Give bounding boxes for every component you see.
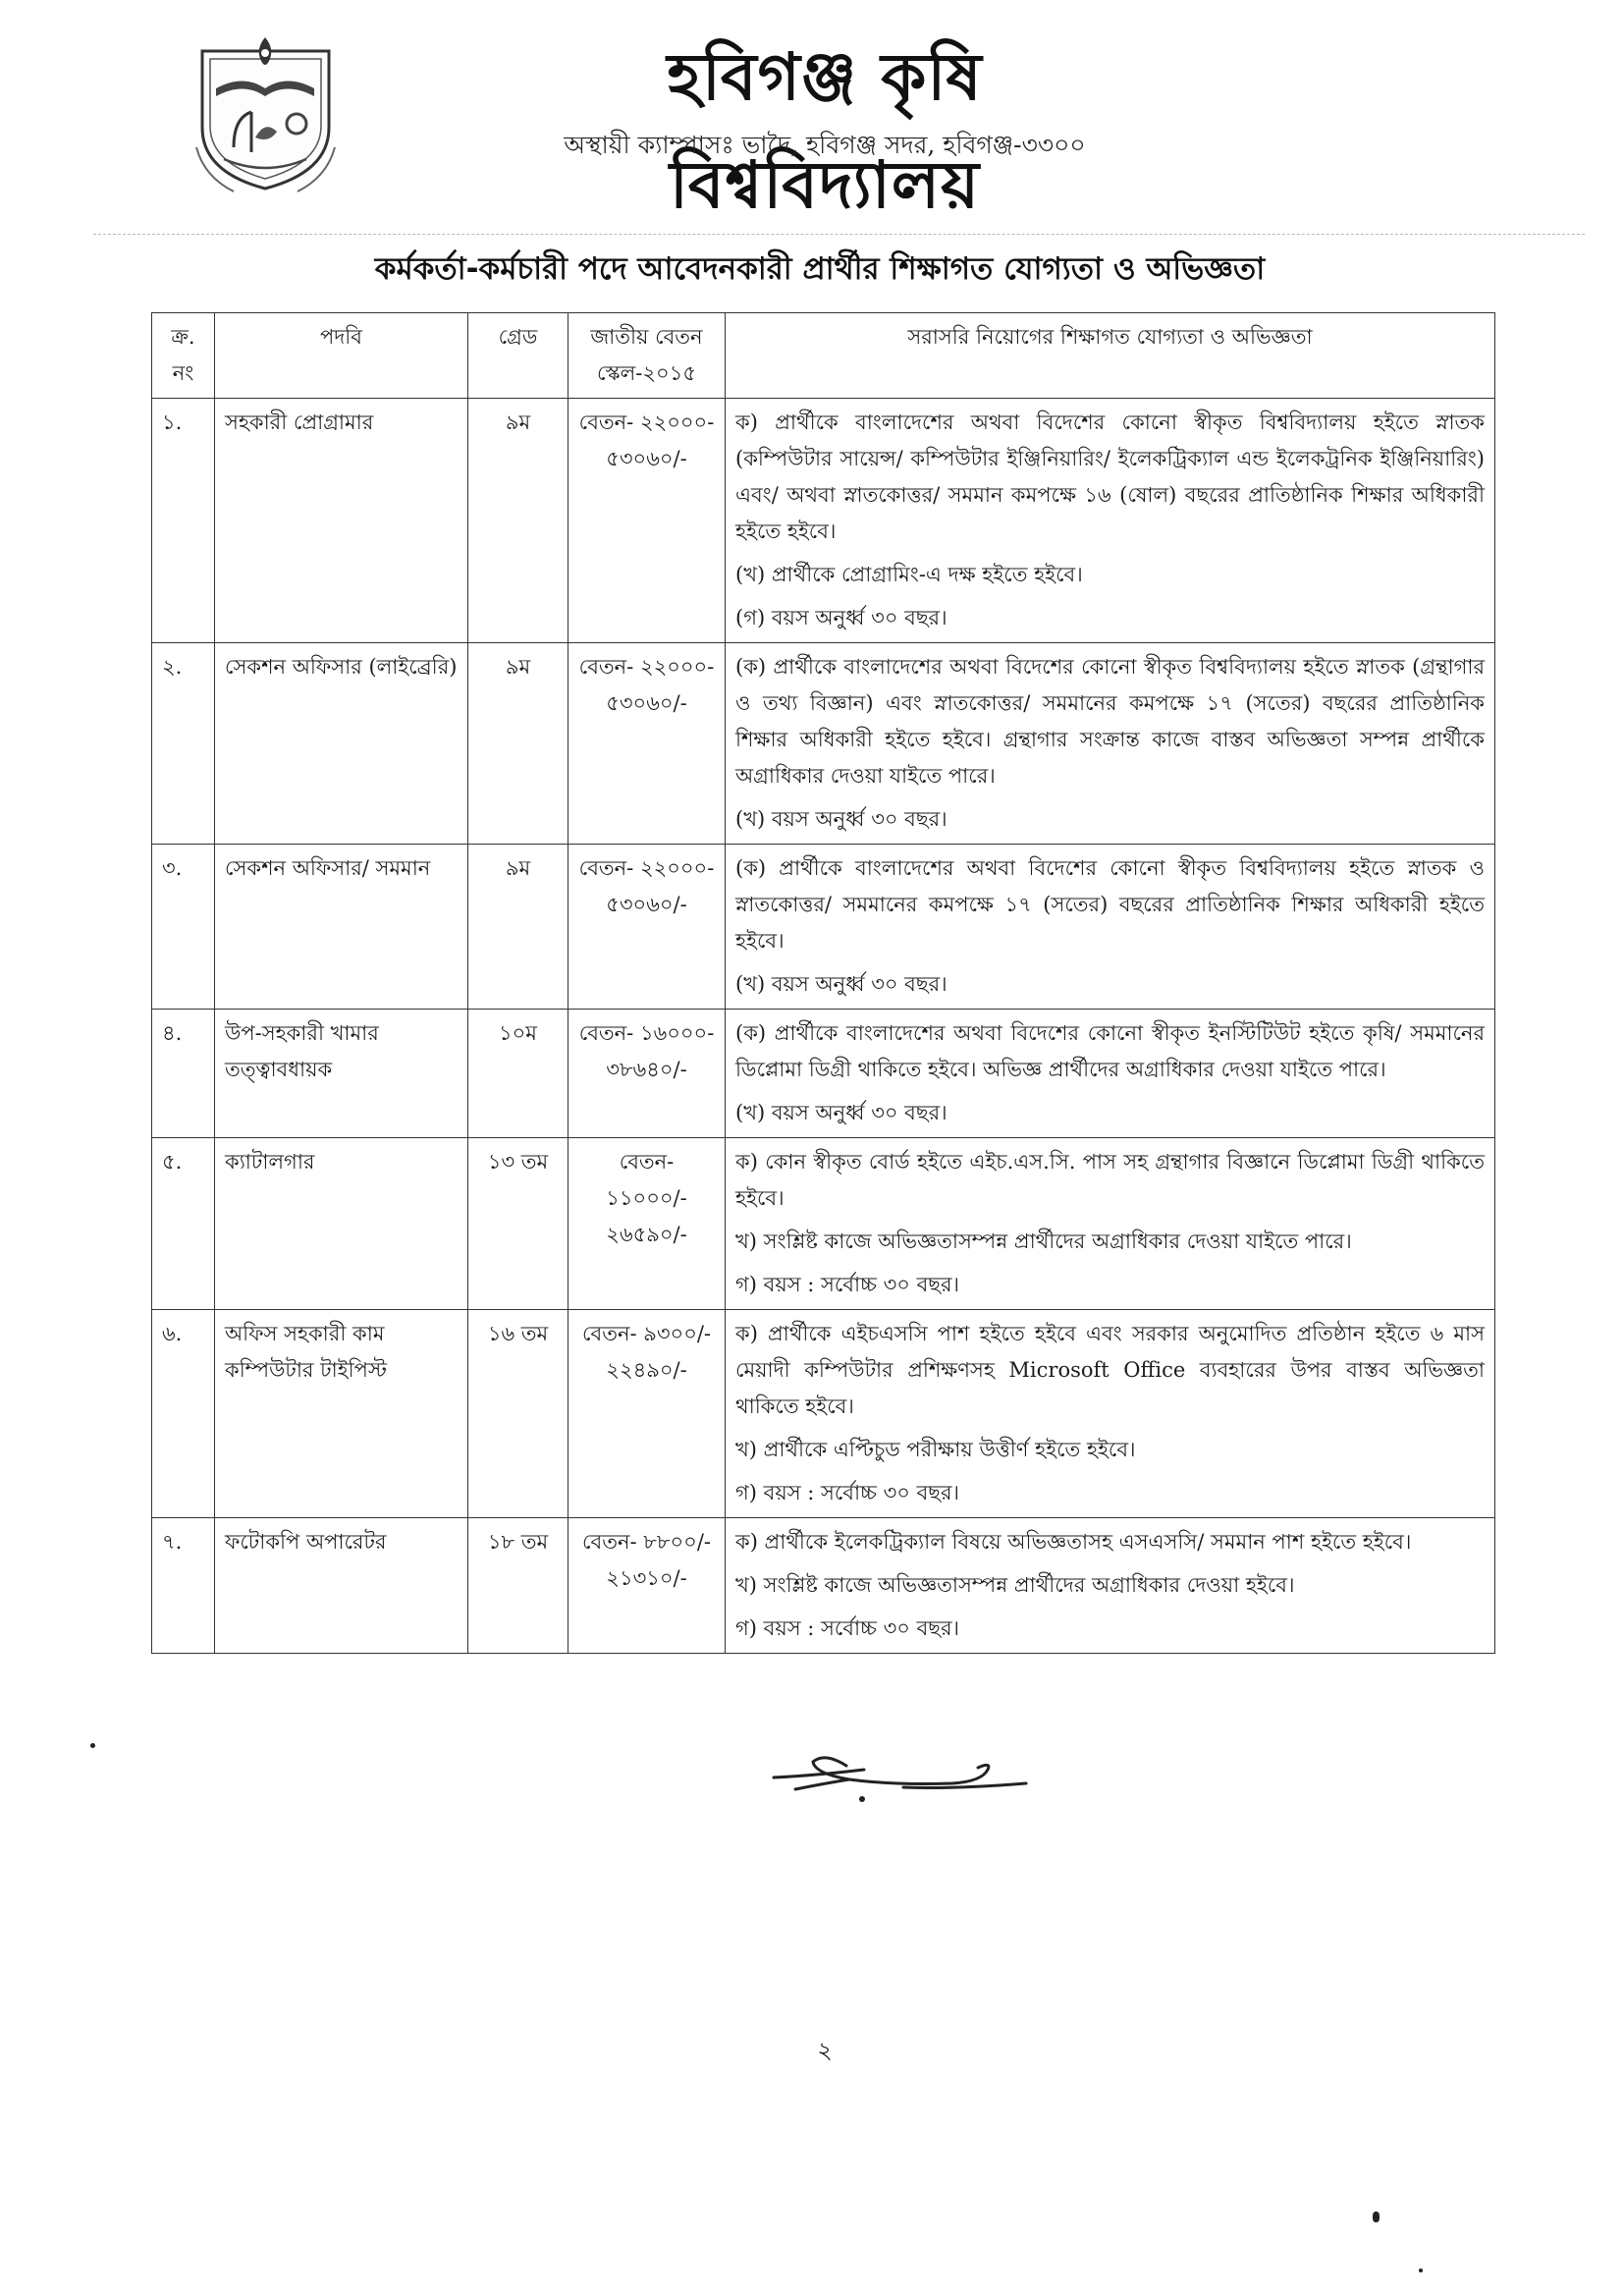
cell-grade: ৯ম xyxy=(468,643,568,845)
scan-speck xyxy=(1373,2212,1380,2222)
qualification-item: (খ) বয়স অনুর্ধ্ব ৩০ বছর। xyxy=(735,807,947,831)
cell-sl: ৭. xyxy=(152,1518,215,1654)
cell-scale: বেতন- ২২০০০- ৫৩০৬০/- xyxy=(568,845,726,1010)
cell-grade: ১৬ তম xyxy=(468,1310,568,1518)
table-row xyxy=(152,1010,1495,1138)
qualification-item: (ক) প্রার্থীকে বাংলাদেশের অথবা বিদেশের কোনো স্বীকৃত বিশ্ববিদ্যালয় হইতে স্নাতক (গ্রন্থাগার ও তথ্য বিজ্ঞান) এবং স্নাতকোত্তর/ সমমানের কমপক্ষে ১৭ (সতের) বছরের প্রাতিষ্ঠানিক শিক্ষার অধিকারী হইতে হইবে। গ্রন্থাগার সংক্রান্ত কাজে বাস্তব অভিজ্ঞতা সম্পন্ন প্রার্থীকে অগ্রাধিকার দেওয়া যাইতে পারে। xyxy=(735,655,1485,788)
cell-qualification xyxy=(726,1310,1495,1518)
cell-post: উপ-সহকারী খামার তত্ত্বাবধায়ক xyxy=(215,1010,468,1138)
table-row xyxy=(152,1518,1495,1654)
table-header-row xyxy=(152,313,1495,399)
cell-scale: বেতন- ৯৩০০/- ২২৪৯০/- xyxy=(568,1310,726,1518)
cell-sl: ৬. xyxy=(152,1310,215,1518)
cell-qualification xyxy=(726,845,1495,1010)
cell-sl: ৩. xyxy=(152,845,215,1010)
cell-post: সহকারী প্রোগ্রামার xyxy=(215,399,468,643)
qualification-item: (গ) বয়স অনুর্ধ্ব ৩০ বছর। xyxy=(735,606,947,629)
document-title: কর্মকর্তা-কর্মচারী পদে আবেদনকারী প্রার্থীর শিক্ষাগত যোগ্যতা ও অভিজ্ঞতা xyxy=(374,251,1266,287)
header-qualification: সরাসরি নিয়োগের শিক্ষাগত যোগ্যতা ও অভিজ্ঞতা xyxy=(726,313,1495,399)
cell-qualification xyxy=(726,1518,1495,1654)
qualification-item: খ) সংশ্লিষ্ট কাজে অভিজ্ঞতাসম্পন্ন প্রার্থীদের অগ্রাধিকার দেওয়া যাইতে পারে। xyxy=(735,1230,1352,1253)
cell-scale: বেতন- ৮৮০০/- ২১৩১০/- xyxy=(568,1518,726,1654)
university-seal-icon xyxy=(194,29,337,196)
cell-post: সেকশন অফিসার (লাইব্রেরি) xyxy=(215,643,468,845)
campus-address: অস্থায়ী ক্যাম্পাসঃ ভাদৈ, হবিগঞ্জ সদর, হবিগঞ্জ-৩৩০০ xyxy=(564,131,1086,159)
qualification-item: ক) প্রার্থীকে এইচএসসি পাশ হইতে হইবে এবং সরকার অনুমোদিত প্রতিষ্ঠান হইতে ৬ মাস মেয়াদী কম্পিউটার প্রশিক্ষণসহ Microsoft Office ব্যবহারের উপর বাস্তব অভিজ্ঞতা থাকিতে হইবে। xyxy=(735,1322,1485,1418)
qualification-item: ক) প্রার্থীকে বাংলাদেশের অথবা বিদেশের কোনো স্বীকৃত বিশ্ববিদ্যালয় হইতে স্নাতক (কম্পিউটার সায়েন্স/ কম্পিউটার ইঞ্জিনিয়ারিং/ ইলেকট্রিক্যাল এন্ড ইলেকট্রনিক ইঞ্জিনিয়ারিং) এবং/ অথবা স্নাতকোত্তর/ সমমান কমপক্ষে ১৬ (ষোল) বছরের প্রাতিষ্ঠানিক শিক্ষার অধিকারী হইতে হইবে। xyxy=(735,410,1485,543)
qualification-item: ক) প্রার্থীকে ইলেকট্রিক্যাল বিষয়ে অভিজ্ঞতাসহ এসএসসি/ সমমান পাশ হইতে হইবে। xyxy=(735,1530,1412,1554)
table-row xyxy=(152,643,1495,845)
header-divider xyxy=(93,234,1585,235)
cell-post: ক্যাটালগার xyxy=(215,1138,468,1310)
cell-sl: ২. xyxy=(152,643,215,845)
cell-post: ফটোকপি অপারেটর xyxy=(215,1518,468,1654)
university-name: হবিগঞ্জ কৃষি বিশ্ববিদ্যালয় xyxy=(667,38,983,223)
cell-sl: ৪. xyxy=(152,1010,215,1138)
cell-grade: ৯ম xyxy=(468,845,568,1010)
cell-scale: বেতন- ১১০০০/- ২৬৫৯০/- xyxy=(568,1138,726,1310)
cell-qualification xyxy=(726,1138,1495,1310)
cell-post: অফিস সহকারী কাম কম্পিউটার টাইপিস্ট xyxy=(215,1310,468,1518)
header-scale: জাতীয় বেতন স্কেল-২০১৫ xyxy=(568,313,726,399)
cell-scale: বেতন- ২২০০০- ৫৩০৬০/- xyxy=(568,399,726,643)
scan-speck xyxy=(1419,2269,1423,2272)
cell-scale: বেতন- ১৬০০০- ৩৮৬৪০/- xyxy=(568,1010,726,1138)
qualification-item: (ক) প্রার্থীকে বাংলাদেশের অথবা বিদেশের কোনো স্বীকৃত ইনস্টিটিউট হইতে কৃষি/ সমমানের ডিপ্লোমা ডিগ্রী থাকিতে হইবে। অভিজ্ঞ প্রার্থীদের অগ্রাধিকার দেওয়া যাইতে পারে। xyxy=(735,1021,1485,1081)
qualification-item: খ) সংশ্লিষ্ট কাজে অভিজ্ঞতাসম্পন্ন প্রার্থীদের অগ্রাধিকার দেওয়া হইবে। xyxy=(735,1573,1295,1597)
header-sl: ক্র. নং xyxy=(152,313,215,399)
qualification-item: (ক) প্রার্থীকে বাংলাদেশের অথবা বিদেশের কোনো স্বীকৃত বিশ্ববিদ্যালয় হইতে স্নাতক ও স্নাতকোত্তর/ সমমানের কমপক্ষে ১৭ (সতের) বছরের প্রাতিষ্ঠানিক শিক্ষার অধিকারী হইতে হইবে। xyxy=(735,856,1485,953)
cell-grade: ১০ম xyxy=(468,1010,568,1138)
cell-scale: বেতন- ২২০০০- ৫৩০৬০/- xyxy=(568,643,726,845)
qualification-item: (খ) প্রার্থীকে প্রোগ্রামিং-এ দক্ষ হইতে হইবে। xyxy=(735,563,1083,586)
table-row xyxy=(152,845,1495,1010)
qualification-item: গ) বয়স : সর্বোচ্চ ৩০ বছর। xyxy=(735,1273,960,1296)
cell-post: সেকশন অফিসার/ সমমান xyxy=(215,845,468,1010)
handwritten-signature-icon xyxy=(756,1740,1041,1809)
table-row xyxy=(152,1138,1495,1310)
qualification-table xyxy=(151,312,1495,1654)
table-row xyxy=(152,1310,1495,1518)
qualification-item: গ) বয়স : সর্বোচ্চ ৩০ বছর। xyxy=(735,1616,960,1640)
table-row xyxy=(152,399,1495,643)
qualification-item: ক) কোন স্বীকৃত বোর্ড হইতে এইচ.এস.সি. পাস সহ গ্রন্থাগার বিজ্ঞানে ডিপ্লোমা ডিগ্রী থাকিতে হইবে। xyxy=(735,1150,1485,1210)
qualification-item: খ) প্রার্থীকে এপ্টিচুড পরীক্ষায় উত্তীর্ণ হইতে হইবে। xyxy=(735,1438,1136,1461)
header-grade: গ্রেড xyxy=(468,313,568,399)
qualification-item: (খ) বয়স অনুর্ধ্ব ৩০ বছর। xyxy=(735,972,947,996)
cell-grade: ১৮ তম xyxy=(468,1518,568,1654)
header-post: পদবি xyxy=(215,313,468,399)
cell-sl: ১. xyxy=(152,399,215,643)
cell-grade: ১৩ তম xyxy=(468,1138,568,1310)
cell-qualification xyxy=(726,399,1495,643)
qualification-item: গ) বয়স : সর্বোচ্চ ৩০ বছর। xyxy=(735,1481,960,1504)
qualification-item: (খ) বয়স অনুর্ধ্ব ৩০ বছর। xyxy=(735,1101,947,1124)
page-number: ২ xyxy=(817,2037,833,2064)
scan-speck xyxy=(90,1743,95,1748)
cell-qualification xyxy=(726,1010,1495,1138)
cell-sl: ৫. xyxy=(152,1138,215,1310)
cell-qualification xyxy=(726,643,1495,845)
cell-grade: ৯ম xyxy=(468,399,568,643)
